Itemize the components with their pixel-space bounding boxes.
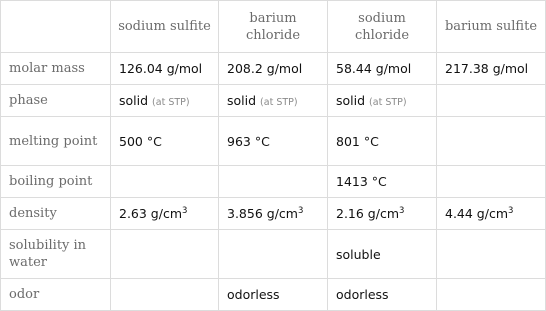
table-row-melting-point <box>1 117 546 166</box>
cell-value: 500 °C <box>119 133 162 149</box>
table-cell <box>437 198 546 230</box>
table-cell <box>328 53 437 85</box>
table-cell <box>219 198 328 230</box>
cell-value: solid <box>336 93 366 108</box>
table-cell <box>437 166 546 198</box>
table-cell <box>111 117 219 166</box>
column-header-barium-chloride: barium chloride <box>219 1 328 53</box>
cell-superscript: 3 <box>508 206 514 216</box>
cell-superscript: 3 <box>182 206 188 216</box>
cell-value: solid <box>227 93 257 108</box>
row-label-odor: odor <box>1 279 111 311</box>
table-cell <box>111 198 219 230</box>
cell-value: 208.2 g/mol <box>227 61 303 76</box>
table-cell <box>328 279 437 311</box>
cell-note: (at STP) <box>369 97 407 108</box>
row-label-density: density <box>1 198 111 230</box>
table-cell <box>437 117 546 166</box>
column-header-sodium-chloride: sodium chloride <box>328 1 437 53</box>
cell-value: odorless <box>227 287 280 302</box>
cell-superscript: 3 <box>297 206 304 216</box>
table-cell <box>437 85 546 117</box>
corner-cell <box>1 1 111 53</box>
table-row-odor <box>1 279 546 311</box>
table-cell <box>219 230 328 279</box>
table-row-solubility <box>1 230 546 279</box>
cell-value: 3.856 g/cm <box>227 206 298 221</box>
table-cell <box>328 230 437 279</box>
cell-value: 217.38 g/mol <box>445 61 529 76</box>
row-label-boiling-point: boiling point <box>1 166 111 198</box>
row-label-molar-mass: molar mass <box>1 53 111 85</box>
table-cell <box>111 279 219 311</box>
table-cell <box>219 53 328 85</box>
cell-note: (at STP) <box>260 97 298 108</box>
table-cell <box>219 166 328 198</box>
cell-value: 4.44 g/cm <box>445 206 509 221</box>
row-label-solubility-in-water: solubility in water <box>1 230 111 279</box>
row-label-phase: phase <box>1 85 111 117</box>
table-cell <box>111 85 219 117</box>
table-cell <box>219 279 328 311</box>
column-header-sodium-sulfite: sodium sulfite <box>111 1 219 53</box>
table-cell <box>111 166 219 198</box>
cell-value: 58.44 g/mol <box>336 61 412 76</box>
cell-value: 126.04 g/mol <box>119 61 203 76</box>
table-cell <box>328 166 437 198</box>
table-cell <box>328 198 437 230</box>
table-cell <box>328 117 437 166</box>
header-row <box>1 1 546 53</box>
table-row-phase <box>1 85 546 117</box>
table-cell <box>437 53 546 85</box>
table-row-density <box>1 198 546 230</box>
table-cell <box>111 53 219 85</box>
cell-value: 1413 °C <box>336 174 387 189</box>
table-row-molar-mass <box>1 53 546 85</box>
table-cell <box>219 117 328 166</box>
row-label-melting-point: melting point <box>1 117 111 166</box>
cell-value: odorless <box>336 287 389 302</box>
cell-value: solid <box>119 93 149 108</box>
table-cell <box>219 85 328 117</box>
table-row-boiling-point <box>1 166 546 198</box>
cell-superscript: 3 <box>399 206 405 216</box>
cell-value: 963 °C <box>227 133 270 149</box>
table-cell <box>328 85 437 117</box>
column-header-barium-sulfite: barium sulfite <box>437 1 546 53</box>
table-cell <box>111 230 219 279</box>
table-cell <box>437 230 546 279</box>
cell-value: 2.16 g/cm <box>336 206 400 221</box>
table-cell <box>437 279 546 311</box>
cell-value: 801 °C <box>336 133 379 149</box>
cell-note: (at STP) <box>152 97 190 108</box>
cell-value: soluble <box>336 246 381 262</box>
cell-value: 2.63 g/cm <box>119 206 183 221</box>
